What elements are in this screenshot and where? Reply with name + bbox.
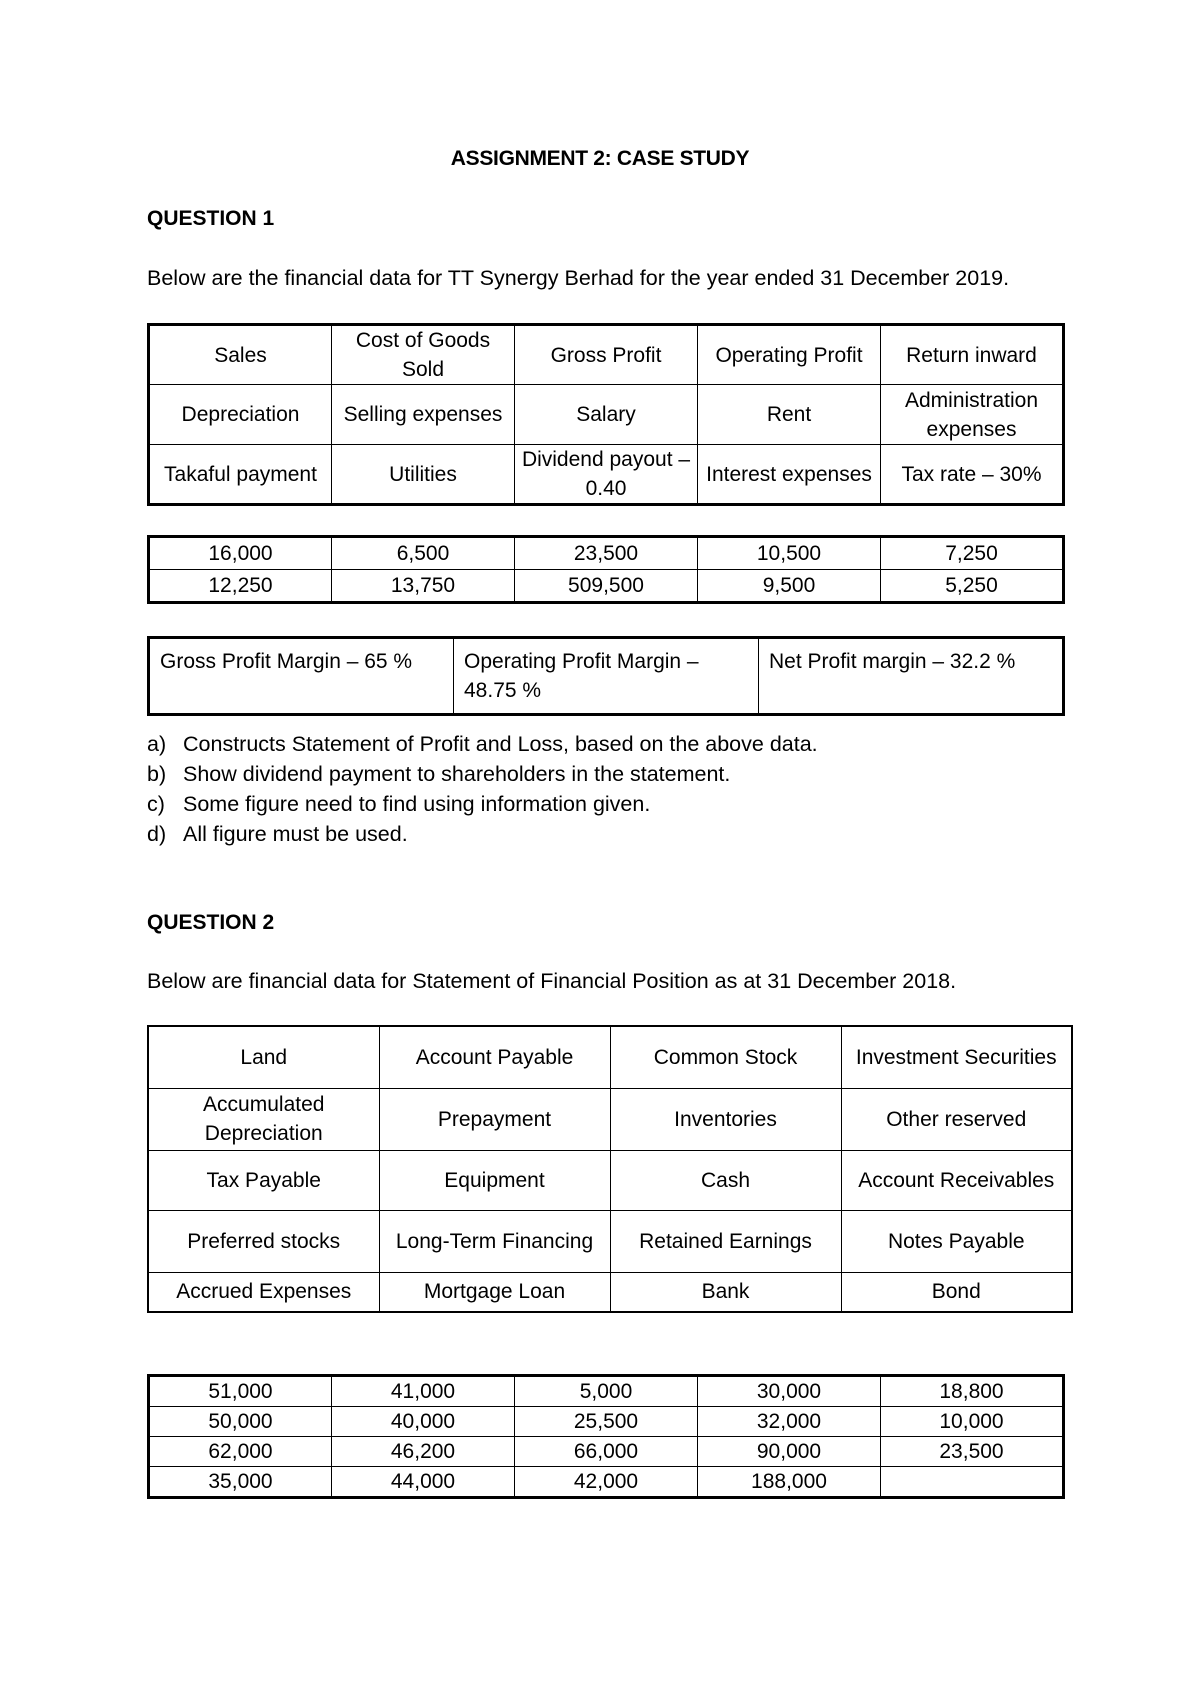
page-title: ASSIGNMENT 2: CASE STUDY: [450, 147, 750, 170]
q2-value-cell: 10,000: [881, 1407, 1064, 1437]
q2-label-cell: Account Payable: [379, 1026, 610, 1088]
q1-label-cell: Cost of Goods Sold: [332, 325, 515, 385]
q1-label-cell: Sales: [149, 325, 332, 385]
question-2-heading: QUESTION 2: [147, 911, 275, 934]
q2-label-cell: Accumulated Depreciation: [148, 1088, 379, 1150]
q1-label-cell: Depreciation: [149, 385, 332, 445]
q2-label-cell: Bank: [610, 1272, 841, 1312]
q2-value-cell: 25,500: [515, 1407, 698, 1437]
q2-label-cell: Retained Earnings: [610, 1210, 841, 1272]
q2-value-cell: 51,000: [149, 1376, 332, 1407]
q2-value-cell: 41,000: [332, 1376, 515, 1407]
q1-label-cell: Selling expenses: [332, 385, 515, 445]
q2-label-cell: Cash: [610, 1150, 841, 1210]
q2-values-table: [147, 1374, 1065, 1499]
q2-value-cell: 44,000: [332, 1467, 515, 1498]
task-text: Show dividend payment to shareholders in the statement.: [183, 762, 731, 786]
q2-label-cell: Mortgage Loan: [379, 1272, 610, 1312]
q2-label-cell: Inventories: [610, 1088, 841, 1150]
net-profit-margin: Net Profit margin – 32.2 %: [759, 638, 1064, 715]
q1-value-cell: 7,250: [881, 537, 1064, 570]
q1-value-cell: 16,000: [149, 537, 332, 570]
q1-value-cell: 509,500: [515, 570, 698, 603]
operating-profit-margin: Operating Profit Margin – 48.75 %: [454, 638, 759, 715]
task-text: Some figure need to find using information given.: [183, 792, 651, 816]
q1-labels-table: [147, 323, 1065, 506]
q1-label-cell: Dividend payout – 0.40: [515, 445, 698, 505]
q1-label-cell: Salary: [515, 385, 698, 445]
q2-value-cell: 90,000: [698, 1437, 881, 1467]
q1-label-cell: Administration expenses: [881, 385, 1064, 445]
q2-value-cell: 5,000: [515, 1376, 698, 1407]
list-item: [147, 759, 818, 789]
q2-value-cell: 188,000: [698, 1467, 881, 1498]
q2-label-cell: Prepayment: [379, 1088, 610, 1150]
q1-label-cell: Operating Profit: [698, 325, 881, 385]
q2-labels-table: [147, 1025, 1073, 1313]
q2-value-cell: 18,800: [881, 1376, 1064, 1407]
q2-label-cell: Other reserved: [841, 1088, 1072, 1150]
task-text: All figure must be used.: [183, 822, 408, 846]
q1-label-cell: Gross Profit: [515, 325, 698, 385]
q1-value-cell: 6,500: [332, 537, 515, 570]
q2-value-cell: [881, 1467, 1064, 1498]
question-1-heading: QUESTION 1: [147, 207, 275, 230]
q1-task-list: [147, 729, 818, 849]
q2-label-cell: Long-Term Financing: [379, 1210, 610, 1272]
q1-label-cell: Return inward: [881, 325, 1064, 385]
q2-value-cell: 50,000: [149, 1407, 332, 1437]
q1-label-cell: Utilities: [332, 445, 515, 505]
q1-value-cell: 5,250: [881, 570, 1064, 603]
q2-label-cell: Land: [148, 1026, 379, 1088]
question-2-intro: Below are financial data for Statement of Financial Position as at 31 December 2018.: [147, 969, 957, 993]
q1-value-cell: 13,750: [332, 570, 515, 603]
q2-value-cell: 23,500: [881, 1437, 1064, 1467]
q2-value-cell: 40,000: [332, 1407, 515, 1437]
q1-value-cell: 10,500: [698, 537, 881, 570]
list-marker: a): [147, 732, 167, 756]
q1-value-cell: 23,500: [515, 537, 698, 570]
q1-label-cell: Rent: [698, 385, 881, 445]
q2-label-cell: Tax Payable: [148, 1150, 379, 1210]
q2-value-cell: 35,000: [149, 1467, 332, 1498]
q2-value-cell: 32,000: [698, 1407, 881, 1437]
task-text: Constructs Statement of Profit and Loss, based on the above data.: [183, 732, 818, 756]
list-marker: d): [147, 822, 167, 846]
q2-value-cell: 46,200: [332, 1437, 515, 1467]
q1-value-cell: 9,500: [698, 570, 881, 603]
list-item: [147, 819, 818, 849]
q2-value-cell: 62,000: [149, 1437, 332, 1467]
q1-label-cell: Tax rate – 30%: [881, 445, 1064, 505]
q2-value-cell: 30,000: [698, 1376, 881, 1407]
q1-value-cell: 12,250: [149, 570, 332, 603]
q2-label-cell: Equipment: [379, 1150, 610, 1210]
q1-label-cell: Takaful payment: [149, 445, 332, 505]
list-marker: c): [147, 792, 165, 816]
gross-profit-margin: Gross Profit Margin – 65 %: [149, 638, 454, 715]
q2-value-cell: 66,000: [515, 1437, 698, 1467]
q2-label-cell: Bond: [841, 1272, 1072, 1312]
q2-label-cell: Account Receivables: [841, 1150, 1072, 1210]
q1-label-cell: Interest expenses: [698, 445, 881, 505]
q2-label-cell: Notes Payable: [841, 1210, 1072, 1272]
q2-label-cell: Common Stock: [610, 1026, 841, 1088]
list-item: [147, 729, 818, 759]
q2-value-cell: 42,000: [515, 1467, 698, 1498]
q2-label-cell: Accrued Expenses: [148, 1272, 379, 1312]
list-item: [147, 789, 818, 819]
question-1-intro: Below are the financial data for TT Synergy Berhad for the year ended 31 December 2019.: [147, 266, 1010, 290]
q1-values-table: [147, 535, 1065, 604]
q1-margins-table: [147, 636, 1065, 716]
q2-label-cell: Investment Securities: [841, 1026, 1072, 1088]
q2-label-cell: Preferred stocks: [148, 1210, 379, 1272]
list-marker: b): [147, 762, 167, 786]
